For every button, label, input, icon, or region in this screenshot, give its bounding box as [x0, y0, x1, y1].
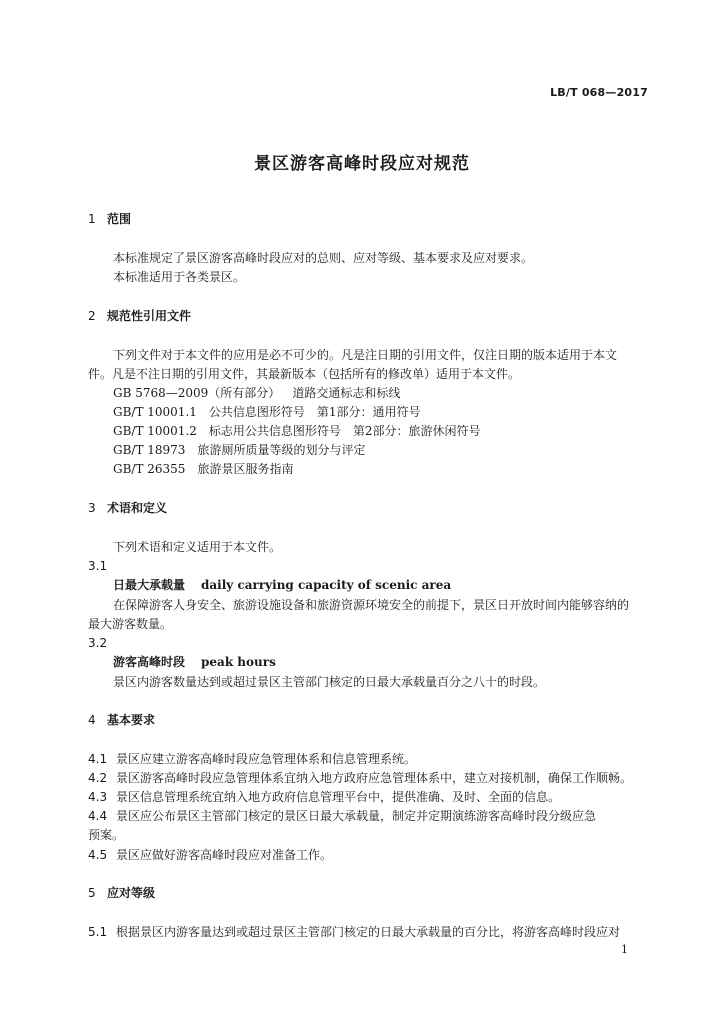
ref-name: 旅游景区服务指南: [197, 462, 294, 476]
clause: [88, 848, 648, 862]
ref-code: GB 5768—2009（所有部分）: [113, 386, 281, 400]
term-en: daily carrying capacity of scenic area: [201, 578, 452, 592]
ref-name: 公共信息图形符号 第1部分：通用符号: [208, 405, 421, 419]
section-title: 基本要求: [107, 713, 156, 727]
terms-intro: 下列术语和定义适用于本文件。: [113, 540, 282, 554]
clause-text: 景区应公布景区主管部门核定的景区日最大承载量，制定并定期演练游客高峰时段分级应急: [116, 809, 597, 823]
term-heading: [113, 578, 648, 592]
section-title: 术语和定义: [107, 501, 168, 515]
section-number: 5: [88, 886, 96, 900]
section-number: 3: [88, 501, 96, 515]
clause-number: 4.1: [88, 752, 108, 766]
refs-intro-line-1: 下列文件对于本文件的应用是必不可少的。凡是注日期的引用文件，仅注日期的版本适用于本文: [113, 348, 618, 362]
page-number: 1: [621, 943, 628, 956]
term-definition-line-2: 最大游客数量。: [88, 617, 173, 631]
clause: [88, 925, 648, 939]
clause-number: 4.4: [88, 809, 108, 823]
section-1-heading: [88, 212, 648, 226]
term-zh: 游客高峰时段: [113, 655, 186, 669]
ref-item: [113, 462, 648, 476]
clause-number: 5.1: [88, 925, 108, 939]
section-2-heading: [88, 309, 648, 323]
scope-paragraph-1: 本标准规定了景区游客高峰时段应对的总则、应对等级、基本要求及应对要求。: [113, 251, 534, 265]
ref-name: 旅游厕所质量等级的划分与评定: [197, 443, 366, 457]
clause-number: 4.5: [88, 848, 108, 862]
section-4-heading: [88, 713, 648, 727]
clause: [88, 771, 648, 785]
clause-text: 景区应做好游客高峰时段应对准备工作。: [116, 848, 333, 862]
ref-code: GB/T 10001.1: [113, 405, 197, 419]
standard-code: LB/T 068—2017: [550, 86, 648, 99]
section-number: 4: [88, 713, 96, 727]
ref-name: 标志用公共信息图形符号 第2部分：旅游休闲符号: [208, 424, 481, 438]
page-title: 景区游客高峰时段应对规范: [254, 154, 470, 174]
term-en: peak hours: [201, 655, 276, 669]
section-number: 2: [88, 309, 96, 323]
section-5-heading: [88, 886, 648, 900]
term-definition-line-1: 在保障游客人身安全、旅游设施设备和旅游资源环境安全的前提下，景区日开放时间内能够容纳的: [113, 598, 630, 612]
clause-text: 景区信息管理系统宜纳入地方政府信息管理平台中，提供准确、及时、全面的信息。: [116, 790, 561, 804]
term-number: 3.2: [88, 636, 108, 650]
ref-item: [113, 424, 648, 438]
ref-name: 道路交通标志和标线: [292, 386, 401, 400]
clause-continuation: 预案。: [88, 828, 125, 842]
refs-intro-line-2: 件。凡是不注日期的引用文件，其最新版本（包括所有的修改单）适用于本文件。: [88, 367, 521, 381]
ref-item: [113, 443, 648, 457]
ref-code: GB/T 26355: [113, 462, 186, 476]
ref-item: [113, 405, 648, 419]
term-heading: [113, 655, 648, 669]
ref-code: GB/T 10001.2: [113, 424, 197, 438]
section-title: 范围: [107, 212, 132, 226]
clause-text: 景区应建立游客高峰时段应急管理体系和信息管理系统。: [116, 752, 417, 766]
clause-number: 4.3: [88, 790, 108, 804]
clause: [88, 790, 648, 804]
clause: [88, 752, 648, 766]
clause-text: 根据景区内游客量达到或超过景区主管部门核定的日最大承载量的百分比，将游客高峰时段应对: [116, 925, 621, 939]
term-definition-line-1: 景区内游客数量达到或超过景区主管部门核定的日最大承载量百分之八十的时段。: [113, 675, 546, 689]
section-title: 规范性引用文件: [107, 309, 192, 323]
ref-item: [113, 386, 648, 400]
ref-code: GB/T 18973: [113, 443, 186, 457]
term-zh: 日最大承载量: [113, 578, 186, 592]
clause: [88, 809, 648, 823]
clause-number: 4.2: [88, 771, 108, 785]
term-number: 3.1: [88, 559, 108, 573]
clause-text: 景区游客高峰时段应急管理体系宜纳入地方政府应急管理体系中，建立对接机制，确保工作顺畅。: [116, 771, 633, 785]
section-title: 应对等级: [107, 886, 156, 900]
scope-paragraph-2: 本标准适用于各类景区。: [113, 270, 246, 284]
section-number: 1: [88, 212, 96, 226]
section-3-heading: [88, 501, 648, 515]
